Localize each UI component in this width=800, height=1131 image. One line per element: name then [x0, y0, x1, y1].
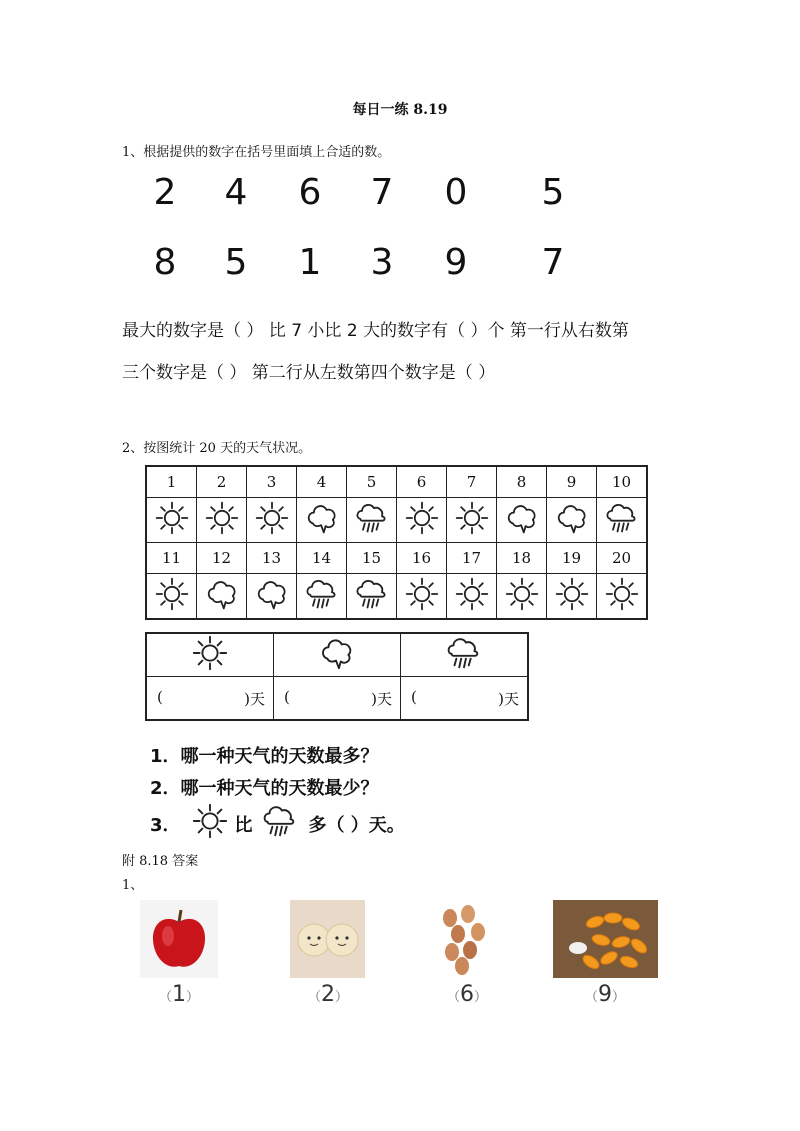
- rain-icon: [347, 574, 397, 620]
- day-number: 17: [447, 543, 497, 574]
- sun-icon: [197, 498, 247, 543]
- days-unit: )天: [244, 689, 265, 708]
- digit: 7: [370, 172, 394, 213]
- sub-question-1: 1．哪一种天气的天数最多？: [150, 746, 379, 767]
- digit: 5: [224, 242, 248, 283]
- day-number: 3: [247, 466, 297, 498]
- day-number: 5: [347, 466, 397, 498]
- rain-icon: [297, 574, 347, 620]
- digit: 6: [298, 172, 322, 213]
- sun-icon: [146, 574, 197, 620]
- day-number-row: [146, 543, 647, 574]
- apple-image: [140, 900, 218, 978]
- cloud-icon: [274, 633, 401, 677]
- answer-label-eggs: （6）: [446, 982, 488, 1007]
- cookies-image: [290, 900, 365, 978]
- day-number: 2: [197, 466, 247, 498]
- sun-icon: [191, 802, 229, 845]
- digit: 4: [224, 172, 248, 213]
- day-number: 19: [547, 543, 597, 574]
- digit: 5: [541, 172, 565, 213]
- sub-question-3-tail: 多（ ）天。: [308, 814, 405, 836]
- answer-label-oranges: （9）: [584, 982, 626, 1007]
- day-number: 11: [146, 543, 197, 574]
- rain-icon: [401, 633, 529, 677]
- answers-heading: 附 8.18 答案: [122, 854, 199, 869]
- day-number: 8: [497, 466, 547, 498]
- open-paren: (: [157, 687, 163, 706]
- day-number: 7: [447, 466, 497, 498]
- sub-question-3: [150, 802, 405, 845]
- cloud-icon: [247, 574, 297, 620]
- sub-question-2: 2．哪一种天气的天数最少？: [150, 778, 379, 799]
- sun-icon: [397, 574, 447, 620]
- cloud-days-blank[interactable]: [274, 677, 401, 721]
- digit: 3: [370, 242, 394, 283]
- cloud-icon: [497, 498, 547, 543]
- digit: 2: [153, 172, 177, 213]
- day-number-row: [146, 466, 647, 498]
- question-1-heading: 1、根据提供的数字在括号里面填上合适的数。: [122, 145, 391, 160]
- sun-icon: [447, 498, 497, 543]
- sun-icon: [497, 574, 547, 620]
- question-1-line-1: 最大的数字是（ ） 比 7 小比 2 大的数字有（ ）个 第一行从右数第: [122, 321, 629, 341]
- digit: 9: [444, 242, 468, 283]
- cloud-icon: [547, 498, 597, 543]
- rain-icon: [597, 498, 648, 543]
- open-paren: (: [284, 687, 290, 706]
- day-number: 16: [397, 543, 447, 574]
- day-number: 6: [397, 466, 447, 498]
- rain-days-blank[interactable]: [401, 677, 529, 721]
- days-unit: )天: [498, 689, 519, 708]
- open-paren: (: [411, 687, 417, 706]
- day-number: 18: [497, 543, 547, 574]
- days-unit: )天: [371, 689, 392, 708]
- sun-icon: [597, 574, 648, 620]
- sun-icon: [547, 574, 597, 620]
- answer-label-apples: （1）: [158, 982, 200, 1007]
- question-2-heading: 2、按图统计 20 天的天气状况。: [122, 441, 312, 456]
- sun-icon: [146, 498, 197, 543]
- question-1-line-2: 三个数字是（ ） 第二行从左数第四个数字是（ ）: [122, 363, 496, 383]
- rain-icon: [347, 498, 397, 543]
- digit: 7: [541, 242, 565, 283]
- digit: 0: [444, 172, 468, 213]
- weather-icon-row: [146, 574, 647, 620]
- orange-slices-image: [553, 900, 658, 978]
- sub-question-3-number: 3．: [150, 814, 181, 836]
- day-number: 20: [597, 543, 648, 574]
- cloud-icon: [197, 574, 247, 620]
- cloud-icon: [297, 498, 347, 543]
- weather-calendar-table: [145, 465, 648, 620]
- day-number: 14: [297, 543, 347, 574]
- sun-icon: [146, 633, 274, 677]
- sun-icon: [447, 574, 497, 620]
- weather-icon-row: [146, 498, 647, 543]
- day-number: 1: [146, 466, 197, 498]
- answer-label-cookies: （2）: [307, 982, 349, 1007]
- day-number: 9: [547, 466, 597, 498]
- compare-word: 比: [234, 814, 253, 836]
- day-number: 12: [197, 543, 247, 574]
- page-title: 每日一练 8.19: [352, 102, 448, 118]
- sun-days-blank[interactable]: [146, 677, 274, 721]
- day-number: 10: [597, 466, 648, 498]
- day-number: 4: [297, 466, 347, 498]
- rain-icon: [261, 802, 299, 845]
- sun-icon: [397, 498, 447, 543]
- digit: 1: [298, 242, 322, 283]
- day-number: 13: [247, 543, 297, 574]
- digit: 8: [153, 242, 177, 283]
- eggs-image: [430, 900, 502, 978]
- sun-icon: [247, 498, 297, 543]
- answers-subheading: 1、: [122, 878, 144, 893]
- day-number: 15: [347, 543, 397, 574]
- weather-summary-table: [145, 632, 529, 721]
